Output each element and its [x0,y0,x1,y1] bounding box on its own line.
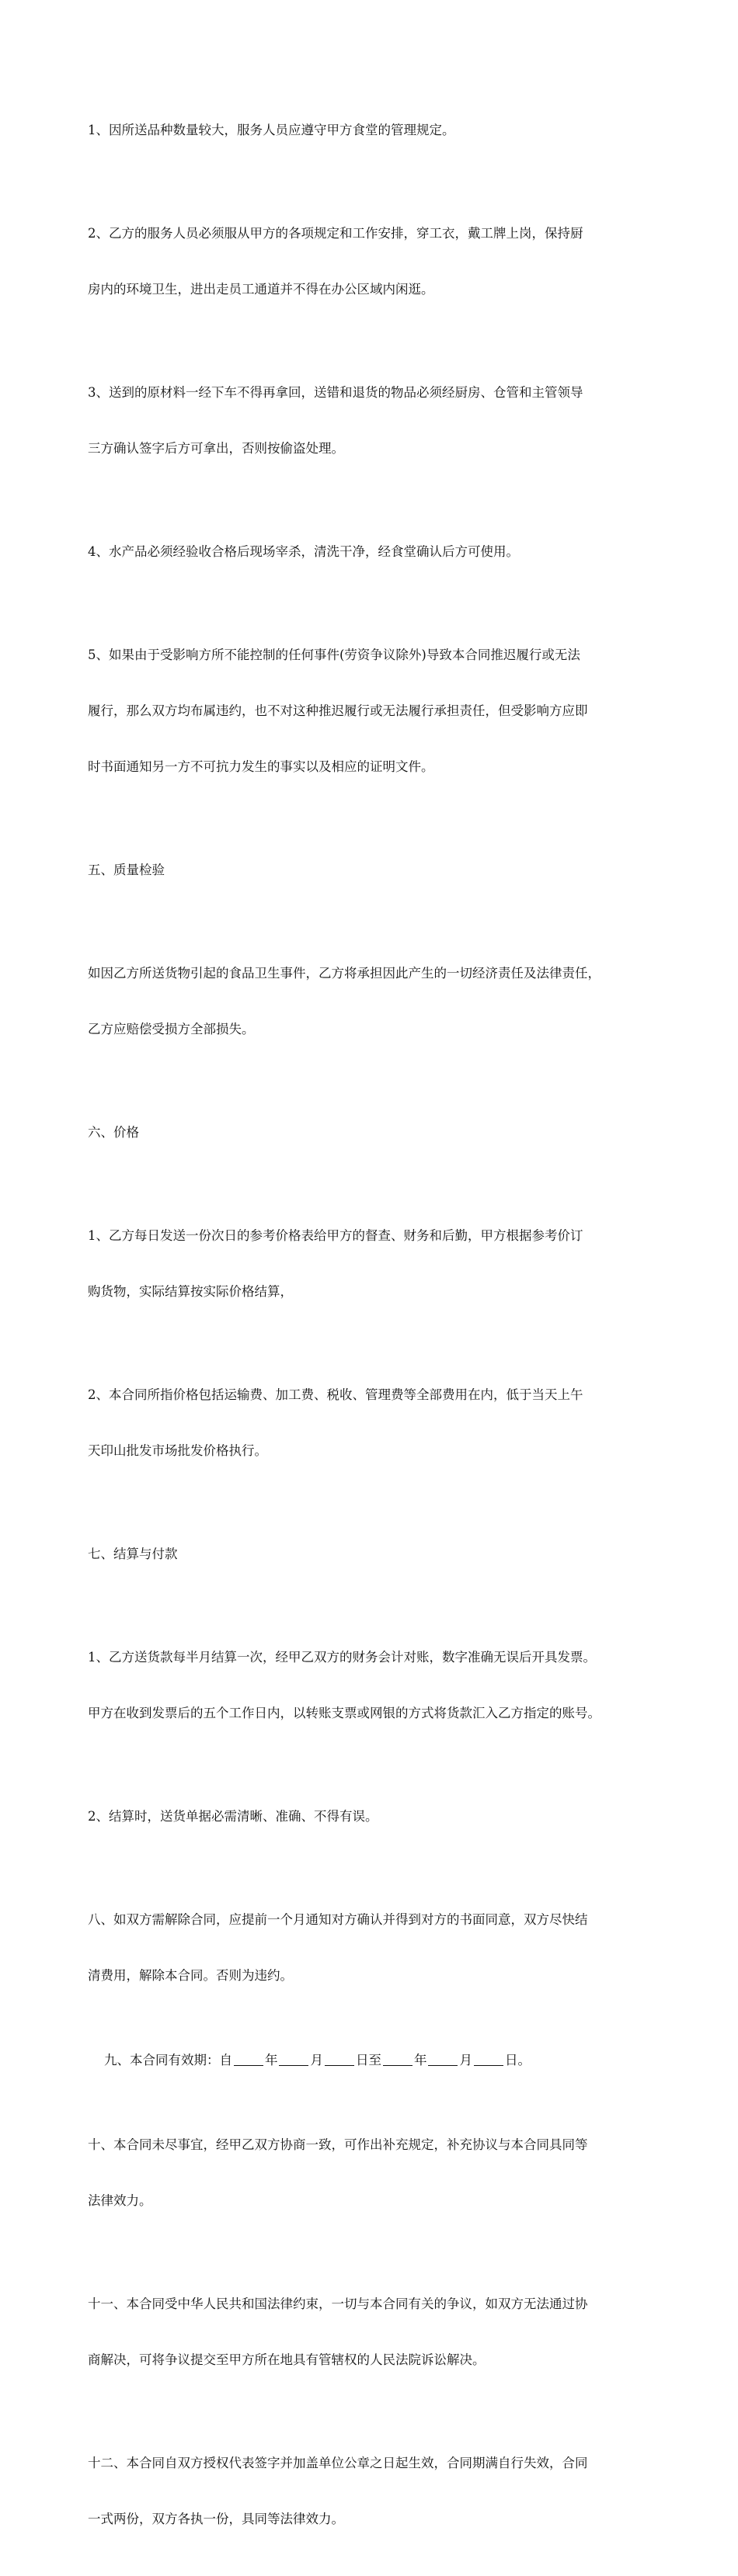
fill-blank-start-month[interactable] [279,2051,308,2066]
text-line: 如因乙方所送货物引起的食品卫生事件，乙方将承担因此产生的一切经济责任及法律责任， [88,966,600,981]
text-line: 1、乙方每日发送一份次日的参考价格表给甲方的督查、财务和后勤，甲方根据参考价订 [88,1228,583,1243]
fill-blank-start-year[interactable] [234,2051,263,2066]
term-clause-prefix: 九、本合同有效期：自 [103,2053,232,2067]
text-line: 十一、本合同受中华人民共和国法律约束，一切与本合同有关的争议，如双方无法通过协 [88,2297,588,2311]
text-line: 2、本合同所指价格包括运输费、加工费、税收、管理费等全部费用在内，低于当天上午 [88,1387,583,1402]
text-line: 乙方应赔偿受损方全部损失。 [88,1022,255,1036]
text-line: 天印山批发市场批发价格执行。 [88,1443,267,1458]
term-unit: 日至 [355,2053,381,2067]
clause-paragraph [88,1770,667,1863]
clause-paragraph [88,1189,667,1338]
section-heading [88,1508,667,1601]
clause-paragraph [88,609,667,814]
text-line: 1、因所送品种数量较大，服务人员应遵守甲方食堂的管理规定。 [88,123,455,137]
text-line: 三方确认签字后方可拿出，否则按偷盗处理。 [88,441,344,456]
fill-blank-start-day[interactable] [325,2051,354,2066]
clause-paragraph [88,1349,667,1498]
clause-paragraph [88,187,667,336]
fill-blank-end-day[interactable] [474,2051,503,2066]
clause-paragraph [88,2417,667,2566]
term-unit: 年 [413,2053,427,2067]
section-heading [88,1086,667,1179]
clause-paragraph [88,84,667,177]
text-line: 七、结算与付款 [88,1547,178,1561]
document-body [88,84,667,2576]
text-line: 时书面通知另一方不可抗力发生的事实以及相应的证明文件。 [88,759,434,774]
text-line: 法律效力。 [88,2193,152,2208]
clause-paragraph [88,2099,667,2248]
text-line: 清费用，解除本合同。否则为违约。 [88,1968,293,1983]
text-line: 一式两份，双方各执一份，具同等法律效力。 [88,2512,344,2526]
section-heading [88,824,667,917]
text-line: 十、本合同未尽事宜，经甲乙双方协商一致，可作出补充规定，补充协议与本合同具同等 [88,2137,588,2152]
fill-blank-end-year[interactable] [383,2051,413,2066]
clause-paragraph [88,927,667,1076]
term-unit: 月 [310,2053,323,2067]
term-unit: 月 [459,2053,472,2067]
text-line: 1、乙方送货款每半月结算一次，经甲乙双方的财务会计对账，数字准确无误后开具发票。 [88,1650,596,1665]
text-line: 十二、本合同自双方授权代表签字并加盖单位公章之日起生效，合同期满自行失效，合同 [88,2456,588,2470]
text-line: 甲方在收到发票后的五个工作日内，以转账支票或网银的方式将货款汇入乙方指定的账号。 [88,1706,600,1720]
fill-blank-end-month[interactable] [428,2051,458,2066]
clause-paragraph [88,1873,667,2022]
text-line: 八、如双方需解除合同，应提前一个月通知对方确认并得到对方的书面同意，双方尽快结 [88,1912,588,1927]
text-line: 六、价格 [88,1125,139,1140]
term-unit: 年 [264,2053,278,2067]
text-line: 履行，那么双方均布属违约，也不对这种推迟履行或无法履行承担责任，但受影响方应即 [88,703,588,718]
clause-paragraph [88,346,667,495]
clause-paragraph [88,505,667,599]
text-line: 2、乙方的服务人员必须服从甲方的各项规定和工作安排，穿工衣，戴工牌上岗，保持厨 [88,226,583,241]
text-line: 2、结算时，送货单据必需清晰、准确、不得有误。 [88,1809,378,1824]
term-unit: 日。 [504,2053,531,2067]
text-line: 购货物，实际结算按实际价格结算， [88,1284,293,1299]
text-line: 4、水产品必须经验收合格后现场宰杀，清洗干净，经食堂确认后方可使用。 [88,544,519,559]
clause-paragraph [88,2258,667,2407]
text-line: 5、如果由于受影响方所不能控制的任何事件(劳资争议除外)导致本合同推迟履行或无法 [88,647,580,662]
text-line: 3、送到的原材料一经下车不得再拿回，送错和退货的物品必须经厨房、仓管和主管领导 [88,385,583,400]
text-line: 商解决，可将争议提交至甲方所在地具有管辖权的人民法院诉讼解决。 [88,2352,486,2367]
term-clause [88,2033,667,2088]
text-line: 五、质量检验 [88,863,165,877]
clause-paragraph [88,1611,667,1760]
text-line: 房内的环境卫生，进出走员工通道并不得在办公区域内闲逛。 [88,282,434,297]
